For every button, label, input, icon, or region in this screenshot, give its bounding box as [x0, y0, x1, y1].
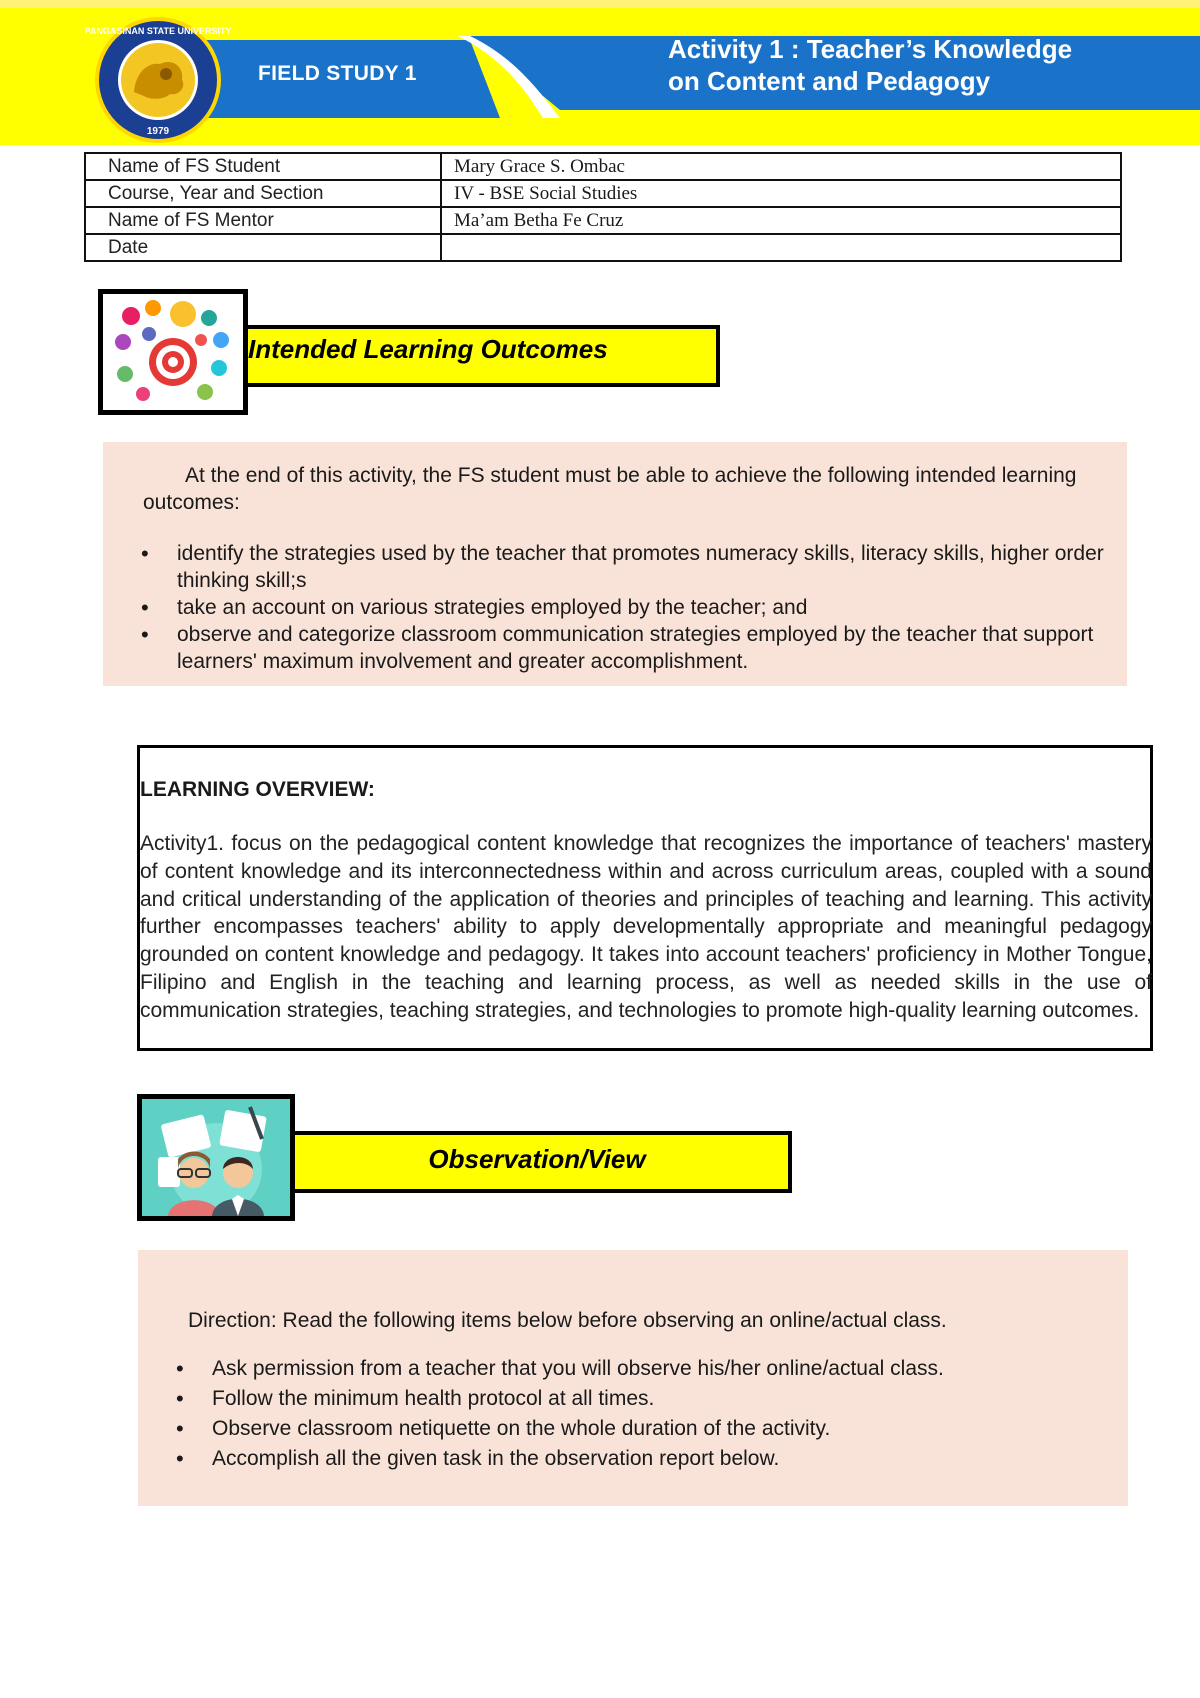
observation-directions-box	[138, 1250, 1128, 1506]
activity-title-line1: Activity 1 : Teacher’s Knowledge	[668, 34, 1073, 64]
observation-direction: Direction: Read the following items below before observing an online/actual class.	[188, 1309, 947, 1332]
observation-list	[212, 1354, 1112, 1474]
overview-body: Activity1. focus on the pedagogical content knowledge that recognizes the importance of teachers' mastery of content knowledge and its interconnectedness within and across curriculum areas, coupled with a sound and critical understanding of the application of theories and principles of teaching and learning. This activity further encompasses teachers' ability to apply developmentally appropriate and meaningful pedagogy grounded on content knowledge and pedagogy. It takes into account teachers' proficiency in Mother Tongue, Filipino and English in the teaching and learning process, as well as needed skills in the use of communication strategies, teaching strategies, and technologies to promote high-quality learning outcomes.	[140, 832, 1152, 1022]
list-item: • observe and categorize classroom communication strategies employed by the teacher that support learners' maximum involvement and greater accomplishment.	[177, 621, 1107, 675]
ilo-box	[103, 442, 1127, 686]
observation-icon	[137, 1094, 295, 1221]
learning-outcomes-icon	[98, 289, 248, 415]
ilo-intro: At the end of this activity, the FS student must be able to achieve the following intended learning outcomes:	[143, 464, 1077, 514]
list-item: • Accomplish all the given task in the observation report below.	[212, 1444, 1112, 1474]
mentor-name-value[interactable]: Ma’am Betha Fe Cruz	[441, 207, 1121, 234]
learning-overview-box	[137, 745, 1153, 1051]
list-item: • identify the strategies used by the teacher that promotes numeracy skills, literacy skills, higher order thinking skill;s	[177, 540, 1107, 594]
observation-title-bar	[282, 1131, 792, 1193]
table-row	[85, 180, 1121, 207]
list-item: • take an account on various strategies employed by the teacher; and	[177, 594, 1107, 621]
date-value[interactable]	[441, 234, 1121, 261]
course-section-value[interactable]: IV - BSE Social Studies	[441, 180, 1121, 207]
list-item: • Ask permission from a teacher that you will observe his/her online/actual class.	[212, 1354, 1112, 1384]
student-info-table	[84, 152, 1122, 262]
activity-title	[668, 33, 1148, 97]
course-label: FIELD STUDY 1	[258, 62, 417, 85]
seal-year: 1979	[146, 126, 170, 137]
table-row	[85, 207, 1121, 234]
student-name-value[interactable]: Mary Grace S. Ombac	[441, 153, 1121, 180]
overview-heading: LEARNING OVERVIEW:	[140, 778, 375, 801]
seal-top-text: PANGASINAN STATE UNIVERSITY	[84, 26, 232, 36]
list-item: • Follow the minimum health protocol at all times.	[212, 1384, 1112, 1414]
list-item: • Observe classroom netiquette on the whole duration of the activity.	[212, 1414, 1112, 1444]
ilo-list	[177, 540, 1107, 675]
activity-title-line2: on Content and Pedagogy	[668, 66, 991, 96]
ilo-title-bar	[236, 325, 720, 387]
date-label: Date	[85, 234, 441, 261]
ilo-title: Intended Learning Outcomes	[248, 334, 608, 364]
student-name-label: Name of FS Student	[85, 153, 441, 180]
course-section-label: Course, Year and Section	[85, 180, 441, 207]
table-row	[85, 234, 1121, 261]
observation-title: Observation/View	[428, 1144, 646, 1174]
mentor-name-label: Name of FS Mentor	[85, 207, 441, 234]
table-row	[85, 153, 1121, 180]
